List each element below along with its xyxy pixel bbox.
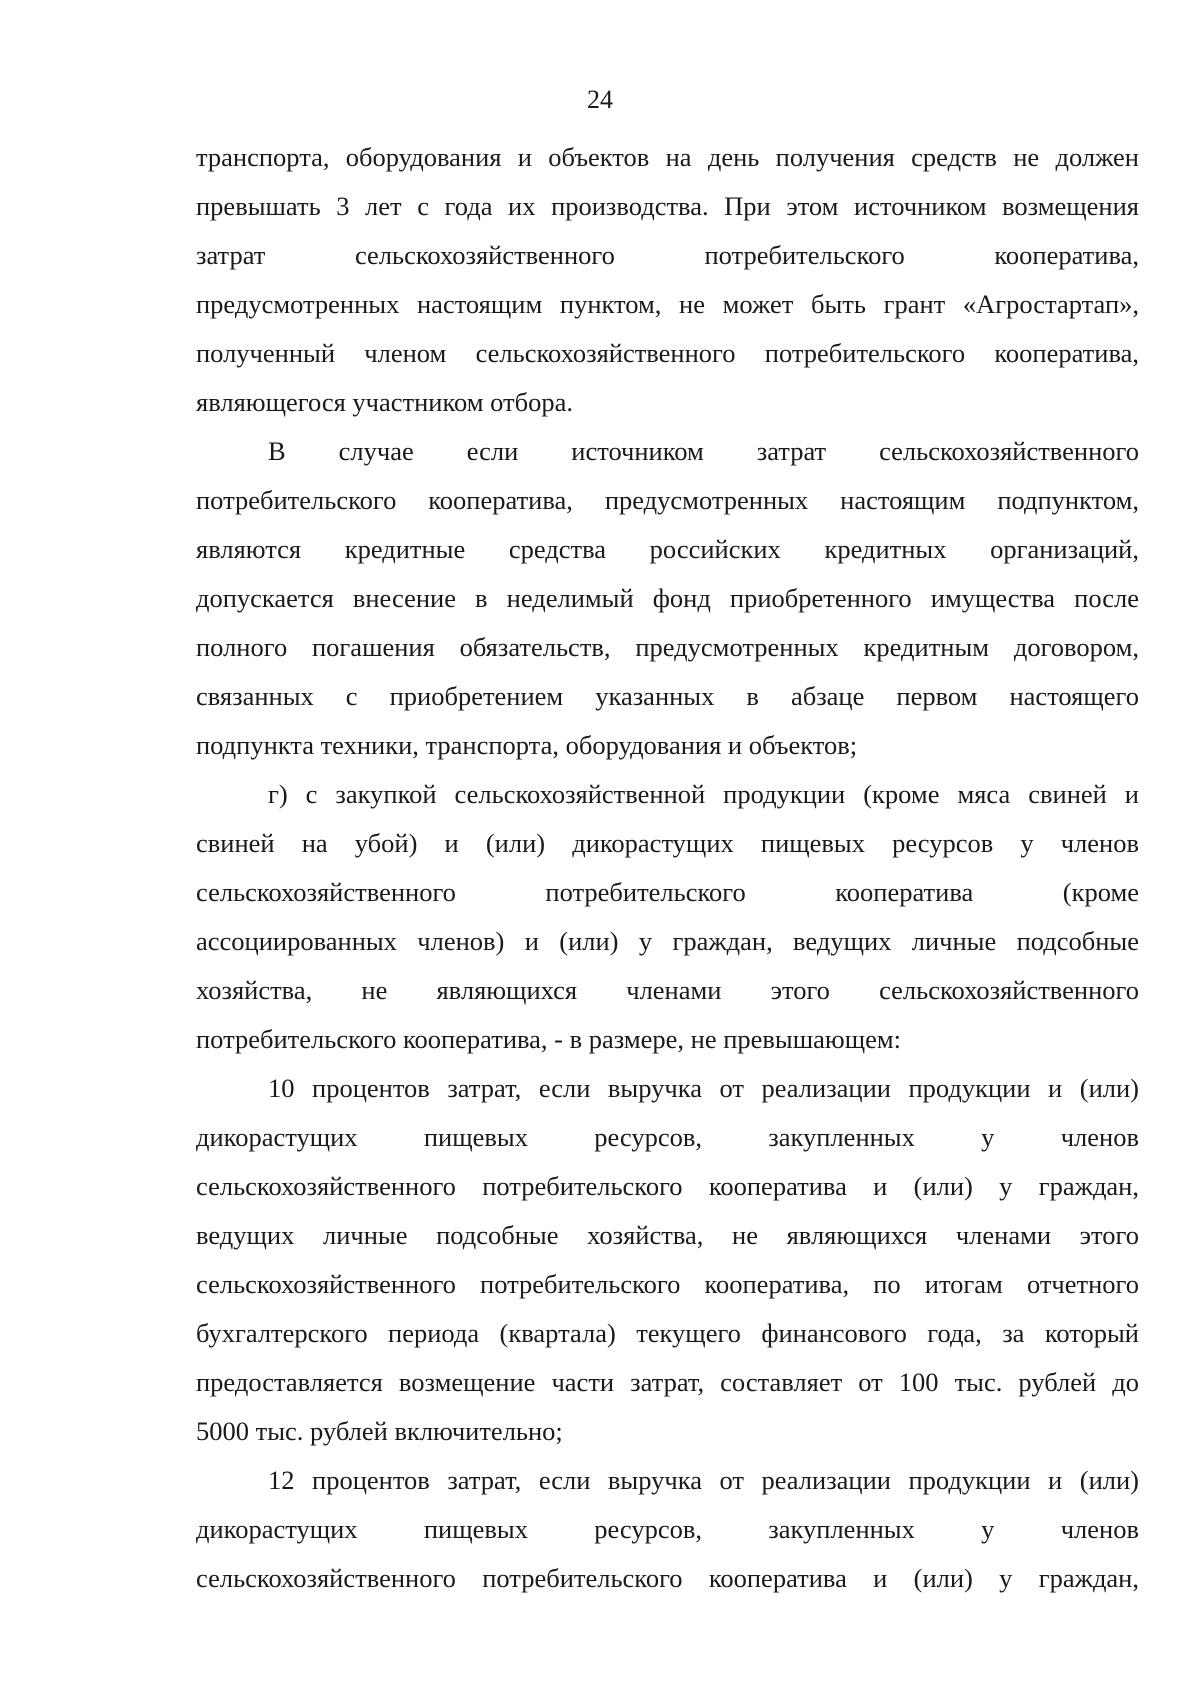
paragraph-4 xyxy=(196,1064,1139,1456)
text-line: потребительского кооператива, - в размере, не превышающем: xyxy=(196,1024,902,1054)
text-line: дикорастущих пищевых ресурсов, закупленных у членов xyxy=(196,1122,1139,1152)
text-line: полного погашения обязательств, предусмотренных кредитным договором, xyxy=(196,632,1139,662)
text-line: потребительского кооператива, предусмотренных настоящим подпунктом, xyxy=(196,485,1139,515)
text-line: являются кредитные средства российских кредитных организаций, xyxy=(196,534,1139,564)
paragraph-2 xyxy=(196,427,1139,770)
text-line: 5000 тыс. рублей включительно; xyxy=(196,1416,563,1446)
text-line: связанных с приобретением указанных в абзаце первом настоящего xyxy=(196,681,1139,711)
text-line: 10 процентов затрат, если выручка от реализации продукции и (или) xyxy=(268,1073,1139,1103)
text-line: бухгалтерского периода (квартала) текущего финансового года, за который xyxy=(196,1318,1139,1348)
paragraph-1 xyxy=(196,133,1139,427)
document-body xyxy=(196,133,1139,1603)
text-line: г) с закупкой сельскохозяйственной продукции (кроме мяса свиней и xyxy=(268,779,1139,809)
text-line: транспорта, оборудования и объектов на день получения средств не должен xyxy=(196,142,1139,172)
text-line: затрат сельскохозяйственного потребительского кооператива, xyxy=(196,240,1139,270)
text-line: дикорастущих пищевых ресурсов, закупленных у членов xyxy=(196,1514,1139,1544)
text-line: являющегося участником отбора. xyxy=(196,387,573,417)
paragraph-5 xyxy=(196,1456,1139,1603)
text-line: ведущих личные подсобные хозяйства, не являющихся членами этого xyxy=(196,1220,1139,1250)
text-line: сельскохозяйственного потребительского кооператива (кроме xyxy=(196,877,1139,907)
text-line: В случае если источником затрат сельскохозяйственного xyxy=(268,436,1139,466)
paragraph-3 xyxy=(196,770,1139,1064)
text-line: допускается внесение в неделимый фонд приобретенного имущества после xyxy=(196,583,1139,613)
text-line: свиней на убой) и (или) дикорастущих пищевых ресурсов у членов xyxy=(196,828,1139,858)
text-line: предусмотренных настоящим пунктом, не может быть грант «Агростартап», xyxy=(196,289,1139,319)
text-line: сельскохозяйственного потребительского кооператива и (или) у граждан, xyxy=(196,1563,1139,1593)
text-line: хозяйства, не являющихся членами этого сельскохозяйственного xyxy=(196,975,1139,1005)
text-line: 12 процентов затрат, если выручка от реализации продукции и (или) xyxy=(268,1465,1139,1495)
text-line: ассоциированных членов) и (или) у граждан, ведущих личные подсобные xyxy=(196,926,1139,956)
text-line: сельскохозяйственного потребительского кооператива и (или) у граждан, xyxy=(196,1171,1139,1201)
text-line: полученный членом сельскохозяйственного потребительского кооператива, xyxy=(196,338,1139,368)
text-line: превышать 3 лет с года их производства. При этом источником возмещения xyxy=(196,191,1139,221)
text-line: подпункта техники, транспорта, оборудования и объектов; xyxy=(196,730,858,760)
text-line: предоставляется возмещение части затрат, составляет от 100 тыс. рублей до xyxy=(196,1367,1139,1397)
page-number: 24 xyxy=(587,85,613,114)
text-line: сельскохозяйственного потребительского кооператива, по итогам отчетного xyxy=(196,1269,1139,1299)
